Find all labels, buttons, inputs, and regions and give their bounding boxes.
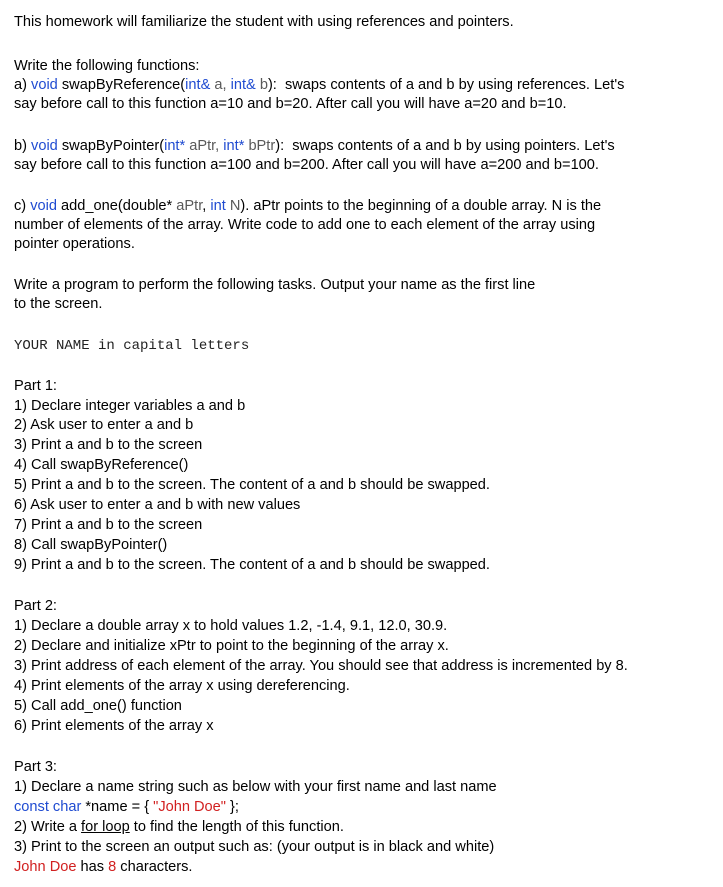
part3-step-3: 3) Print to the screen an output such as: (your output is in black and white) <box>14 839 495 855</box>
func-c-prefix: c) <box>14 198 31 214</box>
func-a-line1 <box>14 76 624 95</box>
func-a-prefix: a) <box>14 77 32 93</box>
part3-output-example <box>14 858 193 877</box>
func-a-line2: say before call to this function a=10 and b=20. After call you will have a=20 and b=10. <box>14 96 567 112</box>
part2-title: Part 2: <box>14 598 57 614</box>
part1-step-6: 6) Ask user to enter a and b with new values <box>14 497 301 513</box>
func-b-line1 <box>14 137 615 156</box>
code-end: }; <box>225 799 239 815</box>
func-a-type1: int& <box>185 77 211 93</box>
part1-step-5: 5) Print a and b to the screen. The content of a and b should be swapped. <box>14 477 490 493</box>
func-b-desc: ): swaps contents of a and b by using pointers. Let's <box>275 138 615 154</box>
name-placeholder: YOUR NAME in capital letters <box>14 338 250 354</box>
func-c-type2: int <box>210 198 226 214</box>
func-b-line2: say before call to this function a=100 and b=200. After call you will have a=200 and b=100. <box>14 157 599 173</box>
part3-code-line <box>14 798 239 817</box>
part1-step-3: 3) Print a and b to the screen <box>14 437 203 453</box>
func-a-desc: ): swaps contents of a and b by using references. Let's <box>267 77 625 93</box>
func-c-desc: ). aPtr points to the beginning of a double array. N is the <box>240 198 602 214</box>
part2-step-1: 1) Declare a double array x to hold values 1.2, -1.4, 9.1, 12.0, 30.9. <box>14 618 448 634</box>
part3-step2-pre: 2) Write a <box>14 819 82 835</box>
intro-text: This homework will familiarize the student with using references and pointers. <box>14 14 514 30</box>
output-mid: has <box>76 859 109 875</box>
program-line1: Write a program to perform the following tasks. Output your name as the first line <box>14 277 536 293</box>
code-string: "John Doe" <box>153 799 226 815</box>
functions-heading: Write the following functions: <box>14 58 200 74</box>
part1-step-9: 9) Print a and b to the screen. The content of a and b should be swapped. <box>14 557 490 573</box>
part3-step2-post: to find the length of this function. <box>129 819 344 835</box>
func-c-sep: , <box>202 198 211 214</box>
output-end: characters. <box>116 859 193 875</box>
func-c-void: void <box>30 198 57 214</box>
part2-step-3: 3) Print address of each element of the array. You should see that address is incremented by 8. <box>14 658 628 674</box>
part2-step-5: 5) Call add_one() function <box>14 698 182 714</box>
func-b-name: swapByPointer( <box>57 138 165 154</box>
code-keyword: const char <box>14 799 82 815</box>
func-c-name: add_one(double* <box>57 198 177 214</box>
program-line2: to the screen. <box>14 296 103 312</box>
func-c-line3: pointer operations. <box>14 236 135 252</box>
func-b-type1: int* <box>164 138 186 154</box>
func-a-void: void <box>31 77 58 93</box>
part1-step-2: 2) Ask user to enter a and b <box>14 417 194 433</box>
part3-title: Part 3: <box>14 759 57 775</box>
part1-step-7: 7) Print a and b to the screen <box>14 517 203 533</box>
func-b-prefix: b) <box>14 138 32 154</box>
func-b-param1: aPtr, <box>185 138 224 154</box>
output-name: John Doe <box>14 859 77 875</box>
func-c-param1: aPtr <box>176 198 203 214</box>
part2-step-4: 4) Print elements of the array x using dereferencing. <box>14 678 350 694</box>
part2-step-6: 6) Print elements of the array x <box>14 718 214 734</box>
func-c-param2: N <box>225 198 241 214</box>
func-a-type2: int& <box>230 77 256 93</box>
func-a-param2: b <box>255 77 268 93</box>
func-c-line2: number of elements of the array. Write code to add one to each element of the array using <box>14 217 596 233</box>
code-middle: *name = { <box>81 799 154 815</box>
part3-step-1: 1) Declare a name string such as below with your first name and last name <box>14 779 497 795</box>
part1-step-8: 8) Call swapByPointer() <box>14 537 168 553</box>
part1-step-1: 1) Declare integer variables a and b <box>14 398 246 414</box>
part1-title: Part 1: <box>14 378 57 394</box>
func-a-name: swapByReference( <box>57 77 186 93</box>
func-b-type2: int* <box>223 138 245 154</box>
func-b-param2: bPtr <box>244 138 276 154</box>
func-a-param1: a, <box>210 77 231 93</box>
for-loop-link[interactable]: for loop <box>81 819 130 835</box>
part1-step-4: 4) Call swapByReference() <box>14 457 189 473</box>
part3-step-2 <box>14 818 344 837</box>
part2-step-2: 2) Declare and initialize xPtr to point to the beginning of the array x. <box>14 638 449 654</box>
func-c-line1 <box>14 197 601 216</box>
output-count: 8 <box>108 859 117 875</box>
func-b-void: void <box>31 138 58 154</box>
